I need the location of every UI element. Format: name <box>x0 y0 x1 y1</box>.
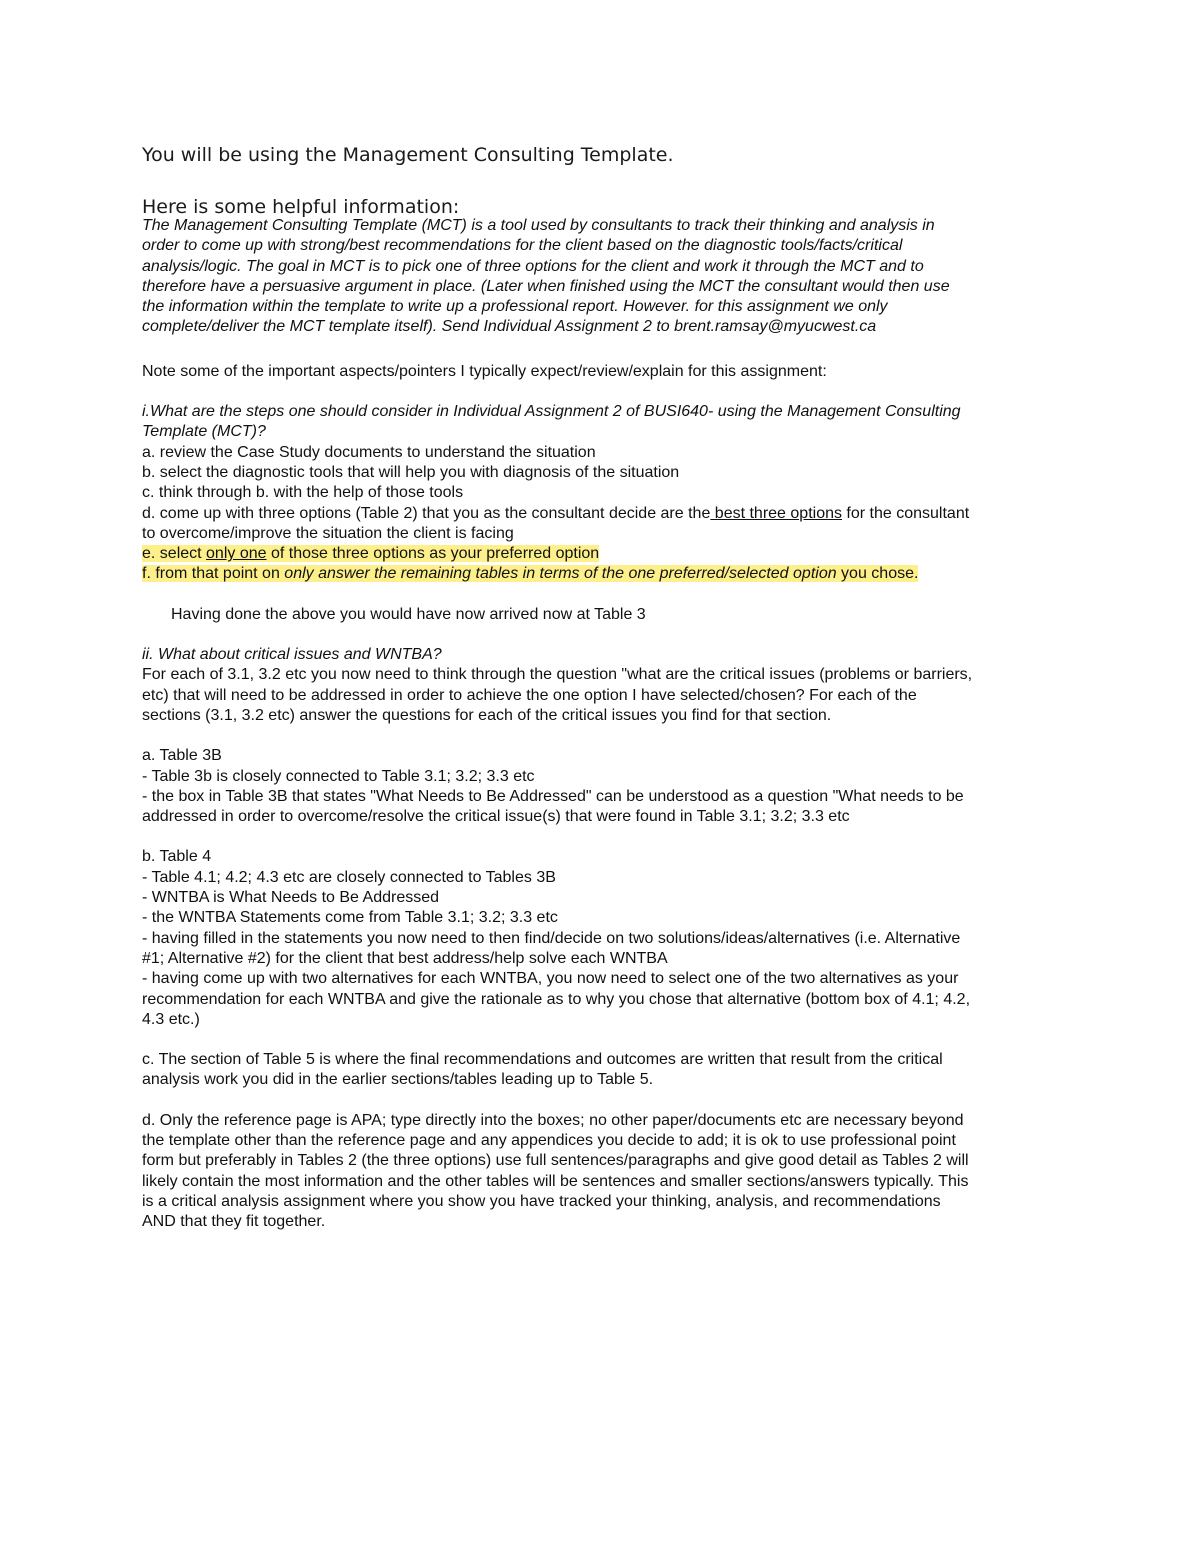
mct-line: complete/deliver the MCT template itself). Send Individual Assignment 2 to brent.ramsay@myucwest.ca <box>142 318 877 336</box>
section-d-line: d. Only the reference page is APA; type directly into the boxes; no other paper/documents etc are necessary beyond <box>142 1111 964 1129</box>
step-c: c. think through b. with the help of those tools <box>142 484 464 502</box>
question-2-line: For each of 3.1, 3.2 etc you now need to think through the question "what are the critical issues (problems or barriers, <box>142 666 973 684</box>
step-b: b. select the diagnostic tools that will help you with diagnosis of the situation <box>142 463 680 481</box>
question-1-line: i.What are the steps one should consider in Individual Assignment 2 of BUSI640- using the Management Consulting <box>142 403 961 421</box>
mct-paragraph <box>142 216 1067 338</box>
question-2-line: etc) that will need to be addressed in order to achieve the one option I have selected/chosen? For each of the <box>142 686 917 704</box>
step-d-underlined: best three options <box>710 504 842 522</box>
section-b-line: recommendation for each WNTBA and give the rationale as to why you chose that alternative (bottom box of 4.1; 4.2, <box>142 990 971 1008</box>
section-d-line: is a critical analysis assignment where you show you have tracked your thinking, analysis, and recommendations <box>142 1192 941 1210</box>
mct-line: order to come up with strong/best recommendations for the client based on the diagnostic tools/facts/critical <box>142 237 903 255</box>
document-page <box>142 142 1067 1232</box>
step-a: a. review the Case Study documents to understand the situation <box>142 443 596 461</box>
steps-list <box>142 443 1067 585</box>
section-c-line: c. The section of Table 5 is where the final recommendations and outcomes are written that result from the critical <box>142 1051 943 1069</box>
step-e-underlined: only one <box>206 545 267 563</box>
step-f-text: f. from that point on <box>142 565 285 583</box>
step-e-text-end: of those three options as your preferred option <box>266 545 600 563</box>
section-b-line: - having filled in the statements you now need to then find/decide on two solutions/ideas/alternatives (i.e. Alternative <box>142 929 961 947</box>
section-d-apa <box>142 1111 1067 1233</box>
table-3-note: Having done the above you would have now arrived now at Table 3 <box>171 605 646 623</box>
question-2-heading: ii. What about critical issues and WNTBA? <box>142 646 442 664</box>
section-d-line: AND that they fit together. <box>142 1213 326 1231</box>
mct-line: therefore have a persuasive argument in place. (Later when finished using the MCT the consultant would then use <box>142 277 950 295</box>
section-d-line: form but preferably in Tables 2 (the three options) use full sentences/paragraphs and give good detail as Tables 2 will <box>142 1152 969 1170</box>
mct-line: analysis/logic. The goal in MCT is to pick one of three options for the client and work it through the MCT and to <box>142 257 924 275</box>
section-a-line: addressed in order to overcome/resolve the critical issue(s) that were found in Table 3.1; 3.2; 3.3 etc <box>142 808 850 826</box>
helpful-heading: Here is some helpful information: <box>142 196 460 218</box>
question-2-paragraph <box>142 665 1067 726</box>
question-2-line: sections (3.1, 3.2 etc) answer the questions for each of the critical issues you find for that section. <box>142 706 832 724</box>
section-b-line: #1; Alternative #2) for the client that best address/help solve each WNTBA <box>142 949 668 967</box>
intro-line: You will be using the Management Consulting Template. <box>142 144 674 166</box>
mct-line: The Management Consulting Template (MCT) is a tool used by consultants to track their thinking and analysis in <box>142 217 935 234</box>
section-b-line: - Table 4.1; 4.2; 4.3 etc are closely connected to Tables 3B <box>142 868 556 886</box>
step-f-italic: only answer the remaining tables in terms of the one preferred/selected option <box>284 565 837 583</box>
question-1-line: Template (MCT)? <box>142 423 266 441</box>
section-b-table-4 <box>142 847 1067 1030</box>
mct-line: the information within the template to write up a professional report. However. for this assignment we only <box>142 298 888 316</box>
section-c-table-5 <box>142 1050 1067 1091</box>
section-d-line: the template other than the reference page and any appendices you decide to add; it is ok to use professional point <box>142 1131 956 1149</box>
step-f <box>142 564 1067 584</box>
section-b-line: 4.3 etc.) <box>142 1010 200 1028</box>
section-d-line: likely contain the most information and the other tables will be sentences and smaller sections/answers typically. This <box>142 1172 969 1190</box>
section-b-line: - the WNTBA Statements come from Table 3.1; 3.2; 3.3 etc <box>142 909 558 927</box>
section-a-table-3b <box>142 746 1067 827</box>
section-b-line: - having come up with two alternatives for each WNTBA, you now need to select one of the two alternatives as your <box>142 970 959 988</box>
step-d-text-end: for the consultant <box>841 504 970 522</box>
section-a-line: a. Table 3B <box>142 747 222 765</box>
section-a-line: - the box in Table 3B that states "What Needs to Be Addressed" can be understood as a question "What needs to be <box>142 787 964 805</box>
note-line: Note some of the important aspects/pointers I typically expect/review/explain for this assignment: <box>142 362 827 380</box>
section-a-line: - Table 3b is closely connected to Table 3.1; 3.2; 3.3 etc <box>142 767 535 785</box>
step-d-text: d. come up with three options (Table 2) that you as the consultant decide are the <box>142 504 711 522</box>
step-f-text-end: you chose. <box>836 565 919 583</box>
section-b-line: b. Table 4 <box>142 848 212 866</box>
section-c-line: analysis work you did in the earlier sections/tables leading up to Table 5. <box>142 1071 654 1089</box>
step-e <box>142 544 1067 564</box>
section-b-line: - WNTBA is What Needs to Be Addressed <box>142 889 440 907</box>
question-1-heading <box>142 402 1067 443</box>
step-d-line-2: to overcome/improve the situation the client is facing <box>142 524 514 542</box>
step-d <box>142 504 1067 524</box>
step-e-text: e. select <box>142 545 207 563</box>
